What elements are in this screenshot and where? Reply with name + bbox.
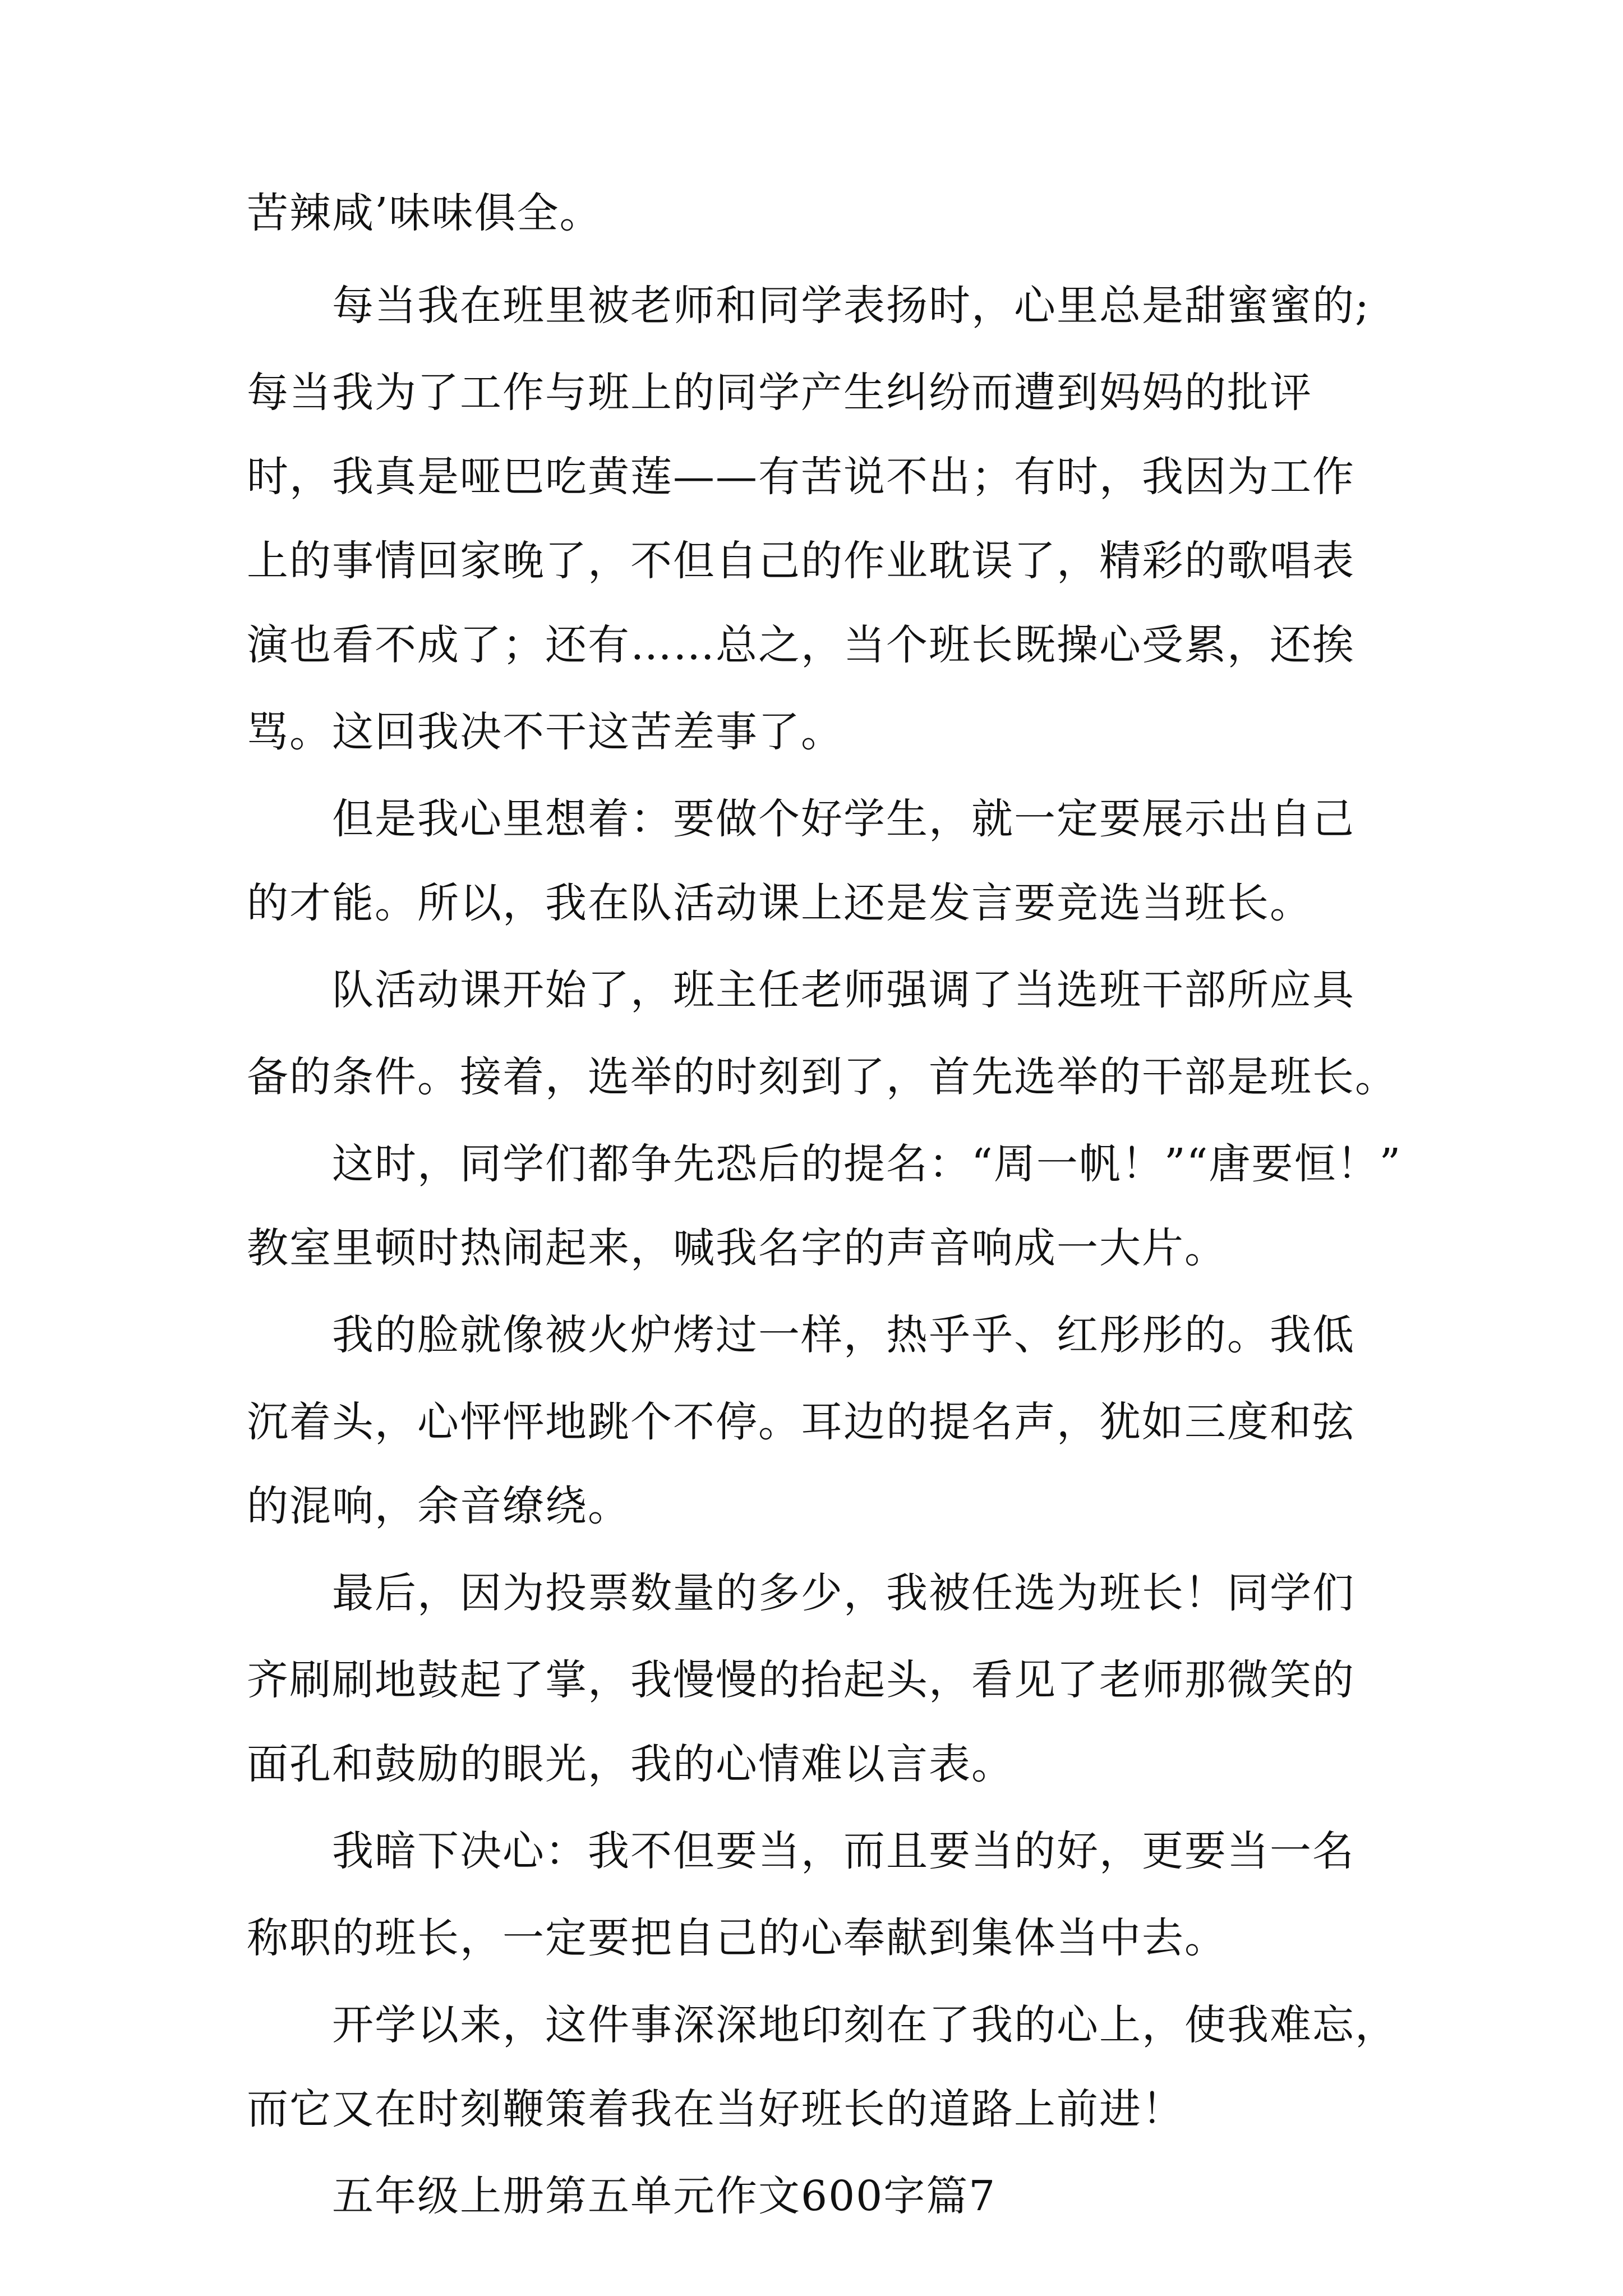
text-line: 每当我为了工作与班上的同学产生纠纷而遭到妈妈的批评 xyxy=(247,369,1312,417)
text-line: 演也看不成了；还有……总之，当个班长既操心受累，还挨 xyxy=(247,621,1355,669)
text-line: 骂。这回我决不干这苦差事了。 xyxy=(247,708,843,756)
text-line: 时，我真是哑巴吃黄莲——有苦说不出；有时，我因为工作 xyxy=(247,453,1355,501)
text-line: 面孔和鼓励的眼光，我的心情难以言表。 xyxy=(247,1740,1014,1788)
paragraph-start-line: 队活动课开始了，班主任老师强调了当选班干部所应具 xyxy=(332,966,1355,1014)
paragraph-start-line: 这时，同学们都争先恐后的提名：“周一帆！”“唐要恒！” xyxy=(332,1140,1402,1188)
text-line: 齐刷刷地鼓起了掌，我慢慢的抬起头，看见了老师那微笑的 xyxy=(247,1656,1355,1704)
paragraph-start-line: 最后，因为投票数量的多少，我被任选为班长！同学们 xyxy=(332,1569,1355,1617)
paragraph-start-line: 开学以来，这件事深深地印刻在了我的心上，使我难忘， xyxy=(332,2001,1398,2049)
text-line: 的才能。所以，我在队活动课上还是发言要竞选当班长。 xyxy=(247,879,1312,927)
text-line: 教室里顿时热闹起来，喊我名字的声音响成一大片。 xyxy=(247,1224,1227,1272)
text-line: 备的条件。接着，选举的时刻到了，首先选举的干部是班长。 xyxy=(247,1053,1398,1101)
text-line: 的混响，余音缭绕。 xyxy=(247,1482,630,1530)
text-line: 苦辣咸’味味俱全。 xyxy=(247,189,602,237)
section-heading: 五年级上册第五单元作文600字篇7 xyxy=(332,2172,997,2220)
text-line: 沉着头，心怦怦地跳个不停。耳边的提名声，犹如三度和弦 xyxy=(247,1398,1355,1446)
text-line: 称职的班长，一定要把自己的心奉献到集体当中去。 xyxy=(247,1914,1227,1962)
paragraph-start-line: 我暗下决心：我不但要当，而且要当的好，更要当一名 xyxy=(332,1827,1355,1875)
paragraph-start-line: 但是我心里想着：要做个好学生，就一定要展示出自己 xyxy=(332,795,1355,843)
paragraph-start-line: 我的脸就像被火炉烤过一样，热乎乎、红彤彤的。我低 xyxy=(332,1311,1355,1359)
text-line: 上的事情回家晚了，不但自己的作业耽误了，精彩的歌唱表 xyxy=(247,537,1355,585)
text-line: 而它又在时刻鞭策着我在当好班长的道路上前进！ xyxy=(247,2085,1184,2133)
paragraph-start-line: 每当我在班里被老师和同学表扬时，心里总是甜蜜蜜的; xyxy=(332,282,1370,330)
